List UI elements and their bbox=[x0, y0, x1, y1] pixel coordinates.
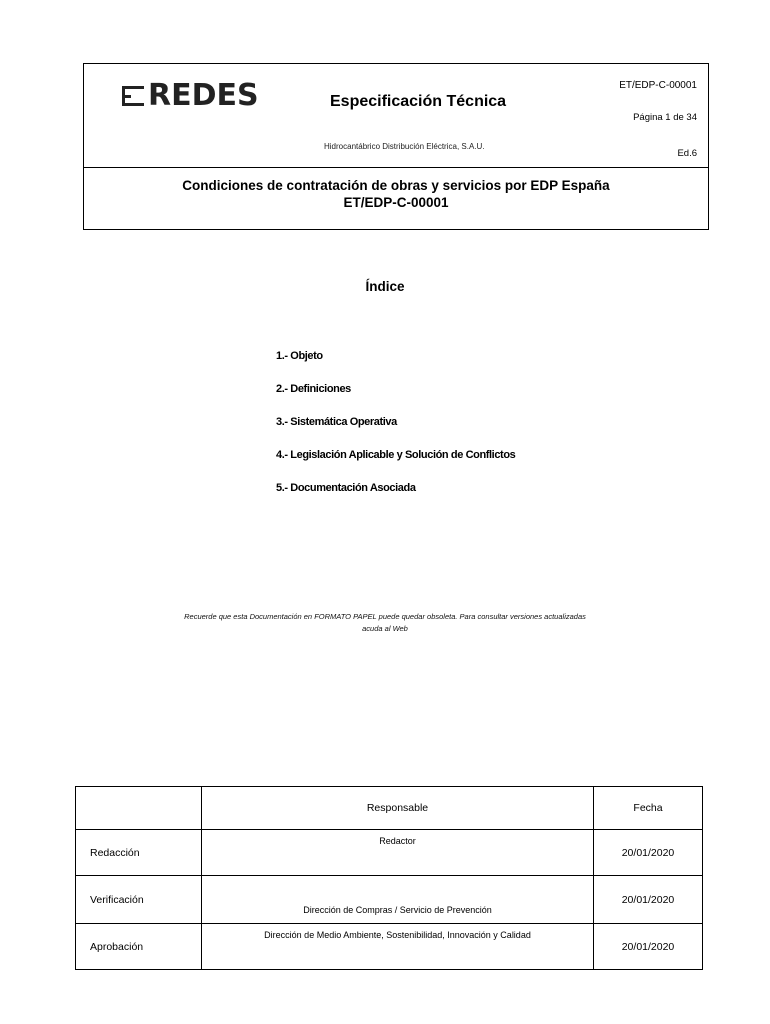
table-row bbox=[76, 876, 703, 924]
table-header-empty bbox=[76, 787, 202, 830]
table-header-responsible: Responsable bbox=[202, 787, 594, 830]
table-header-row bbox=[76, 787, 703, 830]
document-title-line1: Condiciones de contratación de obras y servicios por EDP España bbox=[182, 178, 610, 193]
table-row bbox=[76, 830, 703, 876]
document-type-title: Especificación Técnica bbox=[330, 93, 507, 110]
toc-item: 4.- Legislación Aplicable y Solución de Conflictos bbox=[276, 449, 516, 461]
document-title-line2: ET/EDP-C-00001 bbox=[343, 195, 449, 210]
approval-table bbox=[75, 786, 703, 970]
responsible-cell: Dirección de Medio Ambiente, Sostenibilidad, Innovación y Calidad bbox=[202, 924, 594, 970]
table-row bbox=[76, 924, 703, 970]
page-number: Página 1 de 34 bbox=[633, 112, 697, 123]
responsible-cell: Redactor bbox=[202, 830, 594, 876]
toc-item: 5.- Documentación Asociada bbox=[276, 482, 416, 494]
document-header bbox=[83, 63, 709, 230]
role-cell: Verificación bbox=[76, 876, 202, 924]
role-cell: Redacción bbox=[76, 830, 202, 876]
company-name: Hidrocantábrico Distribución Eléctrica, S.A.U. bbox=[324, 142, 485, 151]
role-cell: Aprobación bbox=[76, 924, 202, 970]
logo-text: REDES bbox=[148, 78, 259, 113]
date-cell: 20/01/2020 bbox=[594, 876, 703, 924]
toc-item: 2.- Definiciones bbox=[276, 383, 351, 395]
e-redes-logo-icon bbox=[122, 84, 144, 108]
toc-item: 1.- Objeto bbox=[276, 350, 323, 362]
responsible-cell: Dirección de Compras / Servicio de Prevención bbox=[202, 876, 594, 924]
document-title bbox=[84, 177, 708, 211]
header-top-section bbox=[84, 64, 708, 168]
note-line2: acuda al Web bbox=[362, 624, 408, 633]
edition: Ed.6 bbox=[677, 148, 697, 159]
table-header-date: Fecha bbox=[594, 787, 703, 830]
toc-item: 3.- Sistemática Operativa bbox=[276, 416, 397, 428]
company-logo bbox=[122, 80, 259, 112]
obsolescence-note bbox=[120, 611, 650, 635]
table-of-contents bbox=[276, 348, 515, 513]
index-heading: Índice bbox=[365, 279, 405, 294]
date-cell: 20/01/2020 bbox=[594, 830, 703, 876]
date-cell: 20/01/2020 bbox=[594, 924, 703, 970]
document-code: ET/EDP-C-00001 bbox=[619, 80, 697, 91]
note-line1: Recuerde que esta Documentación en FORMATO PAPEL puede quedar obsoleta. Para consultar versiones actualizadas bbox=[184, 612, 586, 621]
